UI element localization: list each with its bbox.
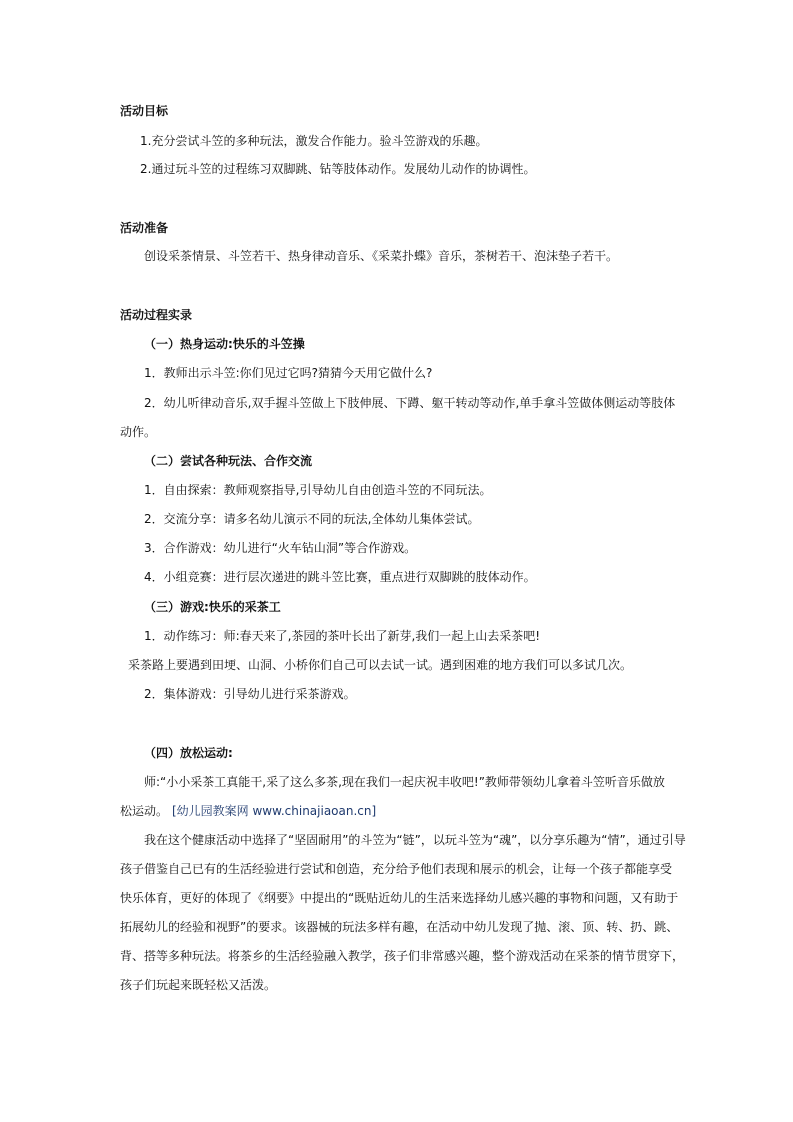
prep-text: 创设采茶情景、斗笠若干、热身律动音乐、《采菜扑蝶》音乐，茶树若干、泡沫垫子若干。 <box>144 249 619 263</box>
section-2-title: （二）尝试各种玩法、合作交流 <box>144 454 313 468</box>
reflection-line: 拓展幼儿的经验和视野”的要求。该器械的玩法多样有趣，在活动中幼儿发现了抛、滚、顶、转、扔、跳、 <box>120 920 679 934</box>
section-3-paragraph: 采茶路上要遇到田埂、山洞、小桥你们自己可以去试一试。遇到困难的地方我们可以多试几次。 <box>128 658 633 672</box>
reflection-line: 我在这个健康活动中选择了“坚固耐用”的斗笠为“链”，以玩斗笠为“魂”，以分享乐趣为“情”，通过引导 <box>144 833 686 847</box>
section-1-title: （一）热身运动:快乐的斗笠操 <box>144 337 305 351</box>
reflection-line: 快乐体育，更好的体现了《纲要》中提出的“既贴近幼儿的生活来选择幼儿感兴趣的事物和问题，又有助于 <box>120 891 679 905</box>
section-4-title: （四）放松运动: <box>144 746 233 760</box>
section-2-paragraph: 3．合作游戏：幼儿进行“火车钻山洞”等合作游戏。 <box>144 541 417 555</box>
reflection-line: 背、搭等多种玩法。将茶乡的生活经验融入教学，孩子们非常感兴趣，整个游戏活动在采茶的情节贯穿下， <box>120 949 685 963</box>
section-1-paragraph: 2．幼儿听律动音乐,双手握斗笠做上下肢伸展、下蹲、躯干转动等动作,单手拿斗笠做体侧运动等肢体 <box>144 396 676 410</box>
source-link[interactable]: [幼儿园教案网 www.chinajiaoan.cn] <box>172 804 377 818</box>
section-2-paragraph: 2．交流分享：请多名幼儿演示不同的玩法,全体幼儿集体尝试。 <box>144 512 480 526</box>
section-2-paragraph: 1．自由探索：教师观察指导,引导幼儿自由创造斗笠的不同玩法。 <box>144 483 492 497</box>
process-heading: 活动过程实录 <box>120 308 193 322</box>
section-4-paragraph: 松运动。 <box>120 804 169 818</box>
section-2-paragraph: 4．小组竞赛：进行层次递进的跳斗笠比赛，重点进行双脚跳的肢体动作。 <box>144 570 536 584</box>
section-4-paragraph: 师:“小小采茶工真能干,采了这么多茶,现在我们一起庆祝丰收吧!”教师带领幼儿拿着斗笠听音乐做放 <box>144 775 665 789</box>
reflection-line: 孩子们玩起来既轻松又活泼。 <box>120 978 277 992</box>
goal-item-1: 1.充分尝试斗笠的多种玩法，激发合作能力。验斗笠游戏的乐趣。 <box>140 134 488 148</box>
section-1-paragraph: 动作。 <box>120 425 157 439</box>
reflection-line: 孩子借鉴自己已有的生活经验进行尝试和创造，充分给予他们表现和展示的机会，让每一个孩子都能享受 <box>120 862 673 876</box>
section-3-title: （三）游戏:快乐的采茶工 <box>144 600 281 614</box>
goals-heading: 活动目标 <box>120 104 169 118</box>
section-3-paragraph: 1．动作练习：师:春天来了,茶园的茶叶长出了新芽,我们一起上山去采茶吧! <box>144 629 541 643</box>
section-1-paragraph: 1．教师出示斗笠:你们见过它吗?猜猜今天用它做什么? <box>144 366 433 380</box>
section-3-paragraph: 2．集体游戏：引导幼儿进行采茶游戏。 <box>144 687 356 701</box>
goal-item-2: 2.通过玩斗笠的过程练习双脚跳、钻等肢体动作。发展幼儿动作的协调性。 <box>140 162 536 176</box>
prep-heading: 活动准备 <box>120 221 169 235</box>
